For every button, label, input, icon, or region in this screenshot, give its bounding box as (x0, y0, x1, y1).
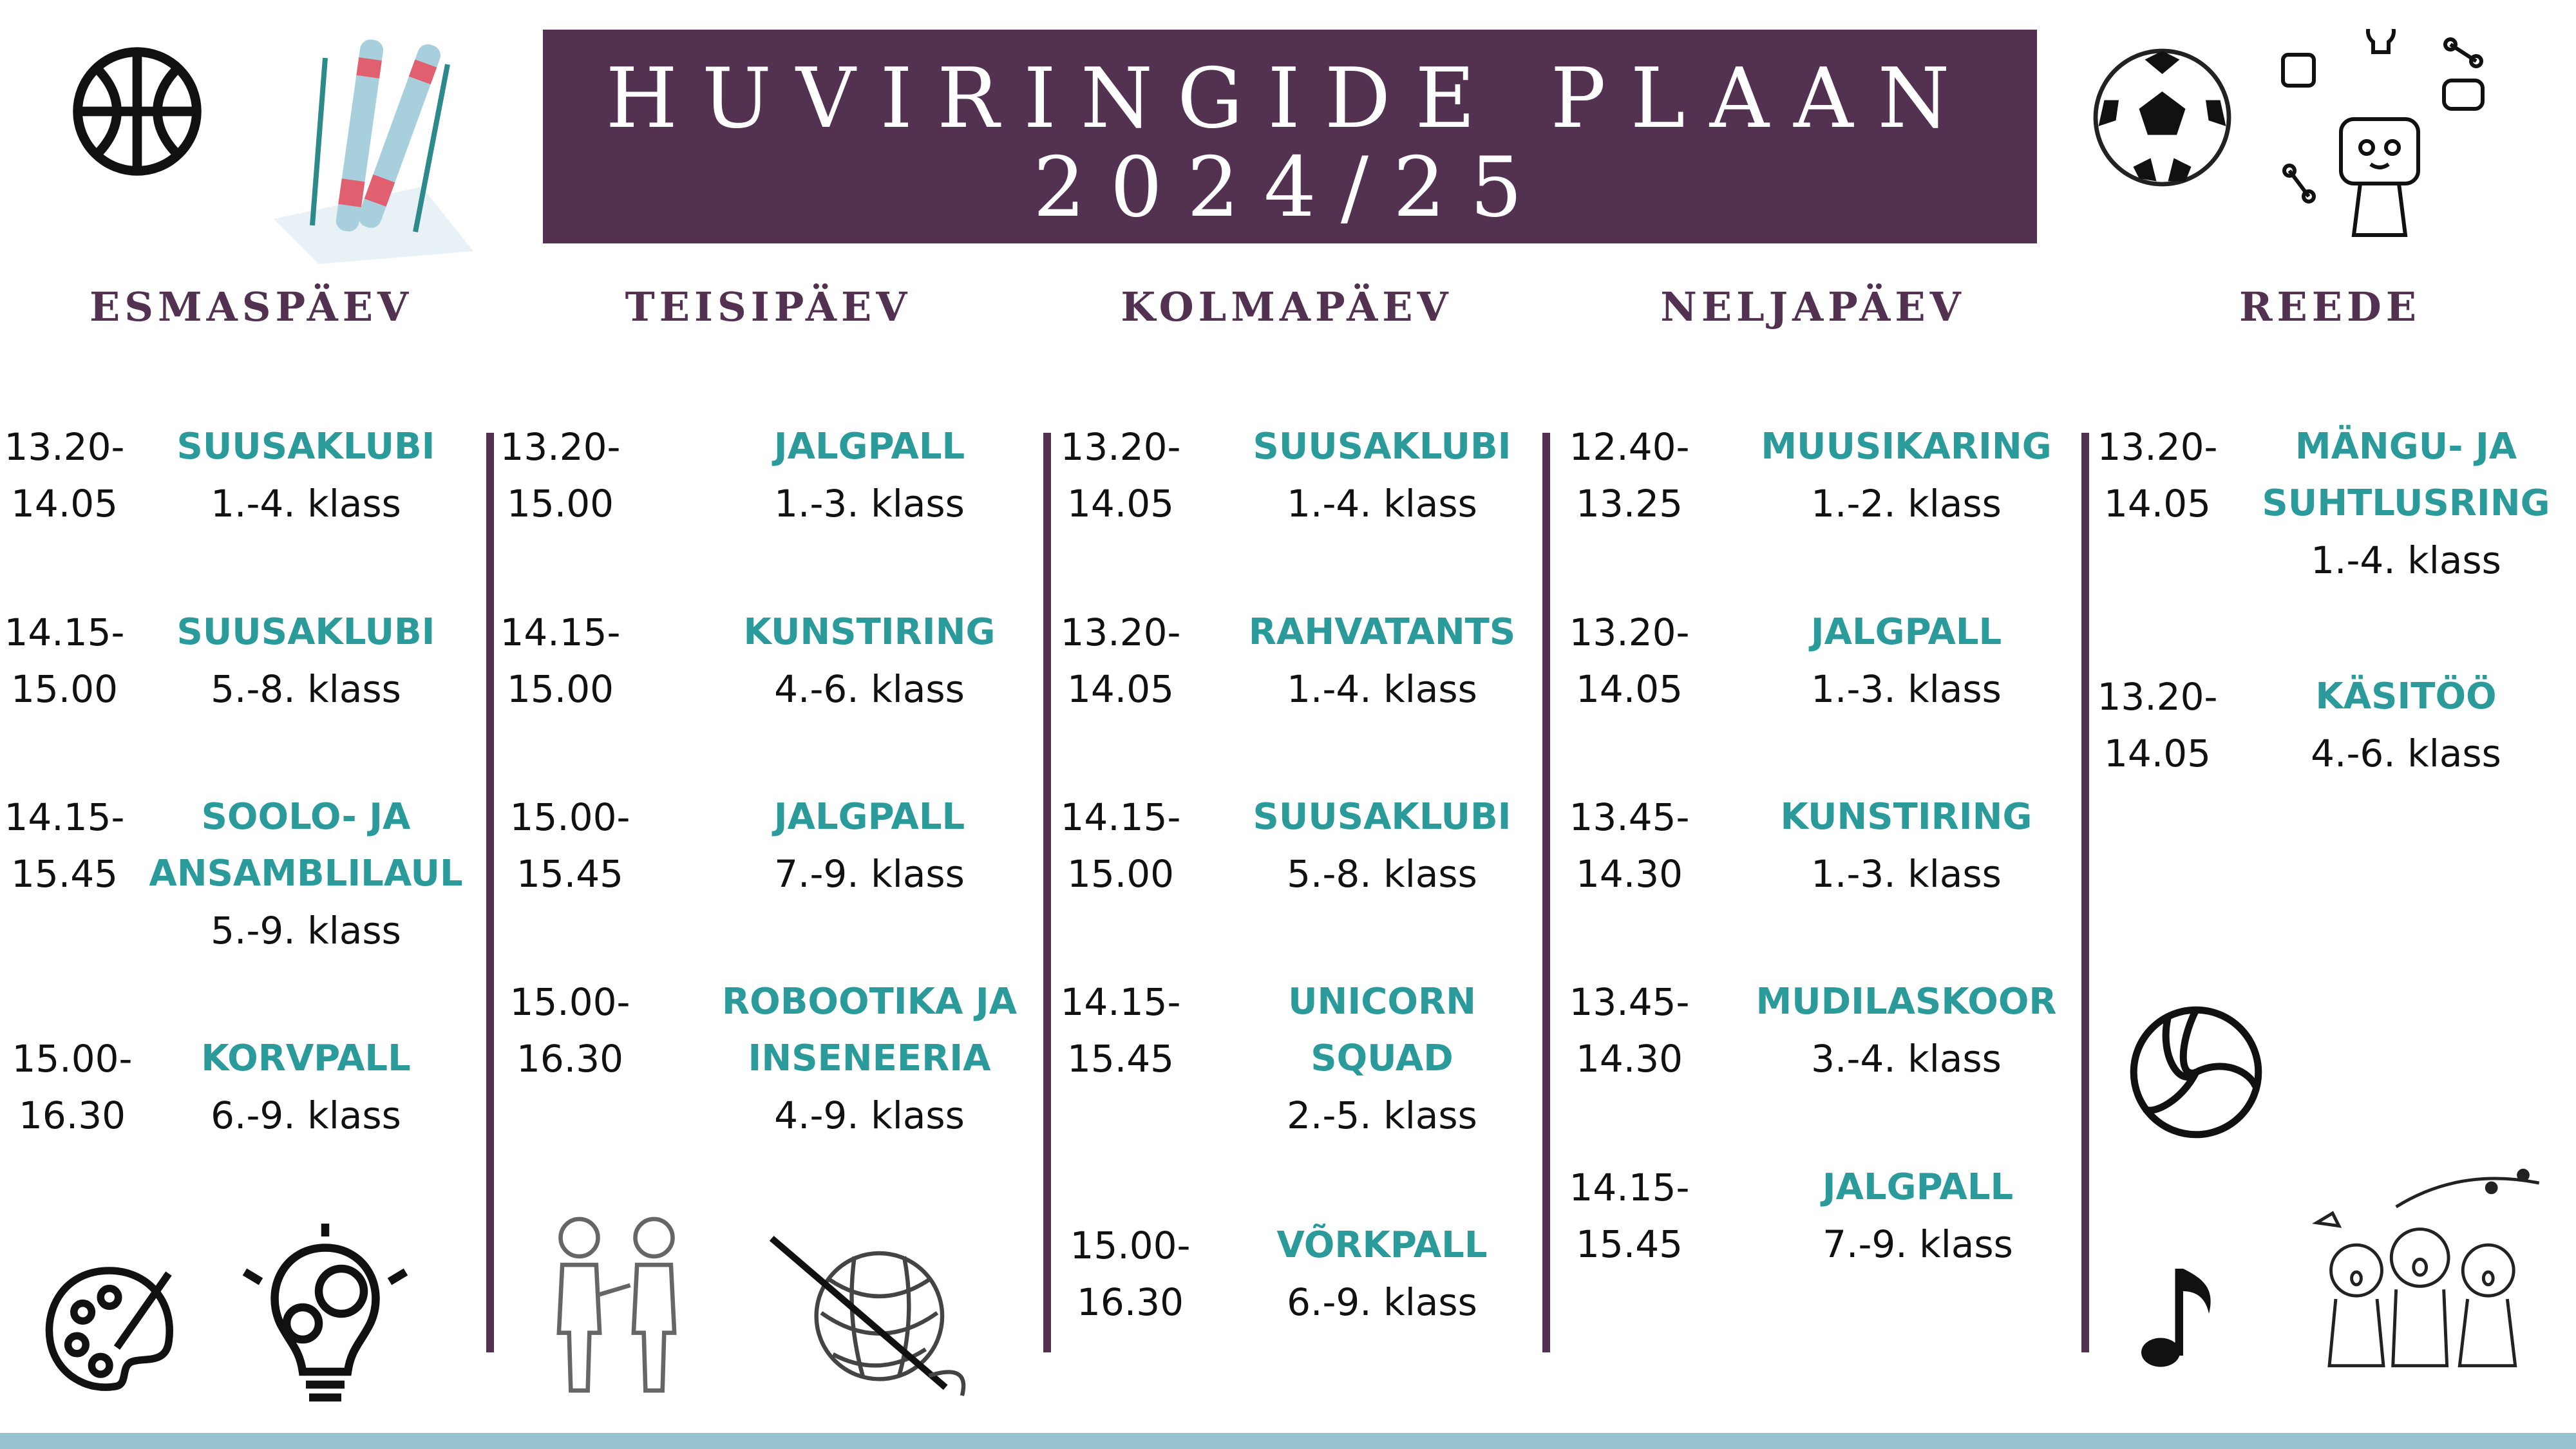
entry-activity: SUUSAKLUBI 1.-4. klass (176, 426, 435, 526)
entry-activity: RAHVATANTS 1.-4. klass (1248, 611, 1516, 711)
skis-icon (267, 26, 473, 270)
entry-time: 13.20- 14.05 (2097, 675, 2218, 775)
entry-time: 15.00- 16.30 (12, 1037, 133, 1137)
entry-time: 15.00- 16.30 (1070, 1224, 1191, 1324)
entry-activity: VÕRKPALL 6.-9. klass (1276, 1224, 1488, 1324)
day-header-thursday: NELJAPÄEV (1660, 283, 1965, 330)
column-divider (1043, 433, 1051, 1352)
robot-ideas-icon (2270, 29, 2496, 248)
entry-time: 13.20- 14.05 (1060, 425, 1181, 526)
entry-time: 13.20- 14.05 (1060, 611, 1181, 711)
volleyball-icon (2125, 1001, 2267, 1143)
entry-activity: JALGPALL 1.-3. klass (1810, 611, 2002, 711)
entry-activity: SOOLO- JA ANSAMBLILAUL 5.-9. klass (149, 796, 463, 952)
palette-icon (35, 1256, 184, 1404)
two-people-icon (531, 1214, 702, 1401)
entry-activity: MÄNGU- JA SUHTLUSRING 1.-4. klass (2262, 426, 2550, 582)
entry-time: 14.15- 15.00 (1060, 795, 1181, 896)
entry-time: 14.15- 15.45 (1060, 980, 1181, 1081)
entry-time: 15.00- 15.45 (509, 795, 630, 896)
entry-time: 13.20- 14.05 (2097, 425, 2218, 526)
entry-activity: KORVPALL 6.-9. klass (201, 1037, 411, 1137)
entry-activity: MUUSIKARING 1.-2. klass (1761, 426, 2052, 526)
entry-activity: JALGPALL 1.-3. klass (773, 426, 965, 526)
entry-time: 13.45- 14.30 (1569, 980, 1690, 1081)
day-header-friday: REEDE (2239, 283, 2421, 330)
entry-activity: ROBOOTIKA JA INSENEERIA 4.-9. klass (721, 981, 1018, 1137)
page-subtitle-year: 2024/25 (1033, 140, 1547, 236)
entry-time: 13.20- 14.05 (4, 425, 125, 526)
music-note-icon (2135, 1256, 2231, 1385)
bottom-bar (0, 1433, 2576, 1449)
column-divider (1542, 433, 1550, 1352)
entry-time: 13.20- 15.00 (500, 425, 621, 526)
entry-activity: MUDILASKOOR 3.-4. klass (1756, 981, 2057, 1081)
basketball-icon (70, 44, 205, 179)
entry-activity: UNICORN SQUAD 2.-5. klass (1287, 981, 1477, 1137)
entry-activity: KUNSTIRING 1.-3. klass (1780, 796, 2032, 896)
entry-time: 15.00- 16.30 (509, 980, 630, 1081)
singing-children-icon (2299, 1159, 2557, 1397)
entry-activity: SUUSAKLUBI 1.-4. klass (1253, 426, 1511, 526)
entry-activity: KÄSITÖÖ 4.-6. klass (2311, 676, 2501, 775)
day-header-wednesday: KOLMAPÄEV (1121, 283, 1453, 330)
yarn-ball-icon (763, 1230, 979, 1404)
title-banner (543, 30, 2037, 243)
entry-activity: SUUSAKLUBI 5.-8. klass (1253, 796, 1511, 896)
entry-time: 12.40- 13.25 (1569, 425, 1690, 526)
soccer-ball-icon (2090, 45, 2235, 190)
entry-time: 14.15- 15.45 (4, 795, 125, 896)
entry-time: 13.45- 14.30 (1569, 795, 1690, 896)
column-divider (486, 433, 494, 1352)
page-title: HUVIRINGIDE PLAAN (605, 51, 1975, 147)
entry-activity: KUNSTIRING 4.-6. klass (743, 611, 996, 711)
entry-time: 14.15- 15.00 (4, 611, 125, 711)
entry-activity: JALGPALL 7.-9. klass (773, 796, 965, 896)
day-header-tuesday: TEISIPÄEV (625, 283, 912, 330)
gear-bulb-icon (229, 1224, 422, 1414)
entry-time: 14.15- 15.00 (500, 611, 621, 711)
entry-time: 14.15- 15.45 (1569, 1166, 1690, 1266)
day-header-monday: ESMASPÄEV (89, 283, 413, 330)
entry-time: 13.20- 14.05 (1569, 611, 1690, 711)
entry-activity: JALGPALL 7.-9. klass (1822, 1166, 2014, 1266)
entry-activity: SUUSAKLUBI 5.-8. klass (176, 611, 435, 711)
column-divider (2081, 433, 2089, 1352)
